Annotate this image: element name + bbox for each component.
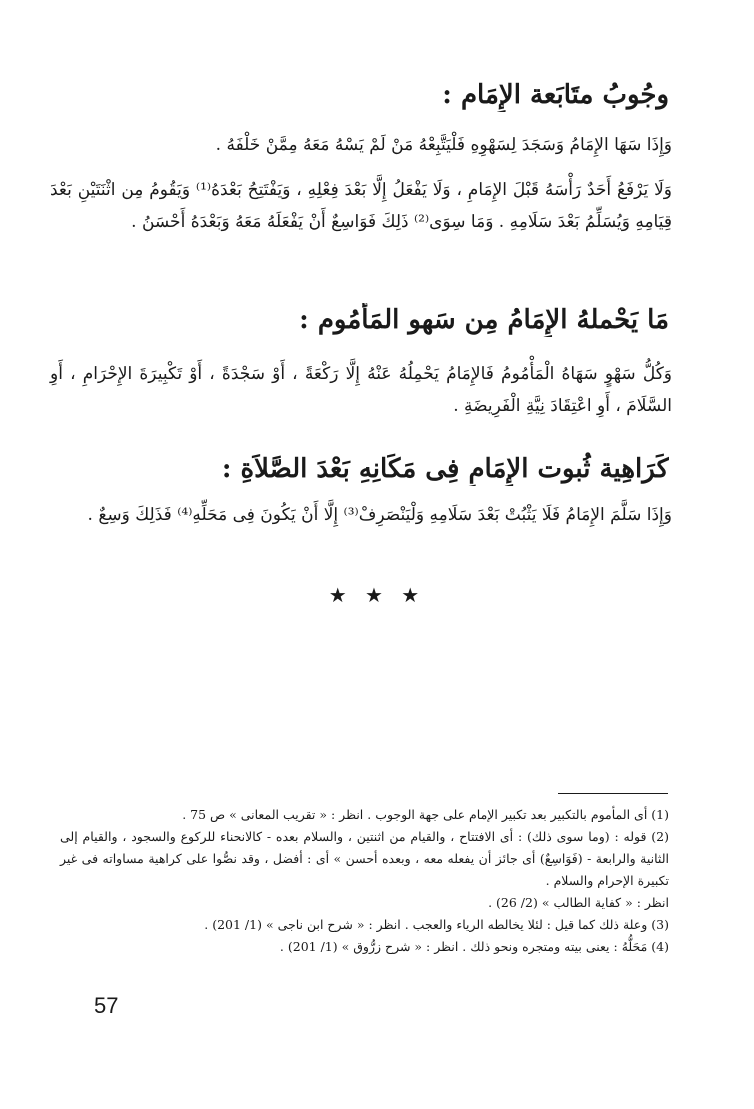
footnote-divider <box>558 793 668 794</box>
footnote: (1) أى المأموم بالتكبير بعد تكبير الإمام على جهة الوجوب . انظر : « تقريب المعانى » ص 75 . <box>182 807 669 822</box>
footnote: انظر : « كفاية الطالب » (2/ 26) . <box>488 895 669 910</box>
section-heading-imam-staying: كَرَاهِية ثُبوت الإِمَامِ فِى مَكَانِهِ بَعْدَ الصَّلاَةِ : <box>221 454 669 484</box>
section-heading-imam-following: وجُوبُ متَابَعة الإِمَام : <box>442 80 669 110</box>
footnote: (3) وعلة ذلك كما قيل : لئلا يخالطه الرياء والعجب . انظر : « شرح ابن ناجى » (1/ 201) . <box>204 917 669 932</box>
page-number: 57 <box>94 993 119 1018</box>
paragraph: وَكُلُّ سَهْوٍ سَهَاهُ الْمَأْمُومُ فَالإِمَامُ يَحْمِلُهُ عَنْهُ إِلَّا رَكْعَةً ، أَوْ سَجْدَةً ، أَوْ تَكْبِيرَةَ الإِحْرَامِ ، أَوِ السَّلَامَ ، أَوِ اعْتِقَادَ نِيَّةِ الْفَرِيضَةِ . <box>50 364 672 416</box>
section-heading-imam-carries-error: مَا يَحْملهُ الإِمَامُ مِن سَهو المَأْمُوم : <box>299 305 669 335</box>
paragraph: وَإِذَا سَهَا الإِمَامُ وَسَجَدَ لِسَهْوِهِ فَلْيَتَّبِعْهُ مَنْ لَمْ يَسْهُ مَعَهُ مِمَّنْ خَلْفَهُ . <box>215 135 672 155</box>
paragraph: وَلَا يَرْفَعُ أَحَدٌ رَأْسَهُ قَبْلَ الإِمَامِ ، وَلَا يَفْعَلُ إِلَّا بَعْدَ فِعْلِهِ ، وَيَفْتَتِحُ بَعْدَهُ⁽¹⁾ وَيَقُومُ مِن اثْنَتَيْنِ بَعْدَ قِيَامِهِ وَيُسَلِّمُ بَعْدَ سَلَامِهِ . وَمَا سِوَى⁽²⁾ ذَلِكَ فَوَاسِعٌ أَنْ يَفْعَلَهُ مَعَهُ وَبَعْدَهُ أَحْسَنُ . <box>50 180 672 232</box>
footnote: (2) قوله : (وما سوى ذلك) : أى الافتتاح ، والقيام من اثنتين ، والسلام بعده - كالانحناء للركوع والسجود ، والقيام إلى الثانية والرابعة - (فَوَاسِعٌ) أى جائز أن يفعله معه ، وبعده أحسن » أى : أفضل ، وقد نصُّوا على كراهية مساواته فى غير تكبيرة الإحرام والسلام . <box>60 829 669 888</box>
footnotes <box>60 804 669 958</box>
paragraph: وَإِذَا سَلَّمَ الإِمَامُ فَلَا يَثْبُتْ بَعْدَ سَلَامِهِ وَلْيَنْصَرِفْ⁽³⁾ إِلَّا أَنْ يَكُونَ فِى مَحَلِّهِ⁽⁴⁾ فَذَلِكَ وَسِعٌ . <box>87 505 672 525</box>
section-separator: ★ ★ ★ <box>328 583 426 607</box>
footnote: (4) مَحَلُّهُ : يعنى بيته ومتجره ونحو ذلك . انظر : « شرح زرُّوق » (1/ 201) . <box>279 939 669 954</box>
